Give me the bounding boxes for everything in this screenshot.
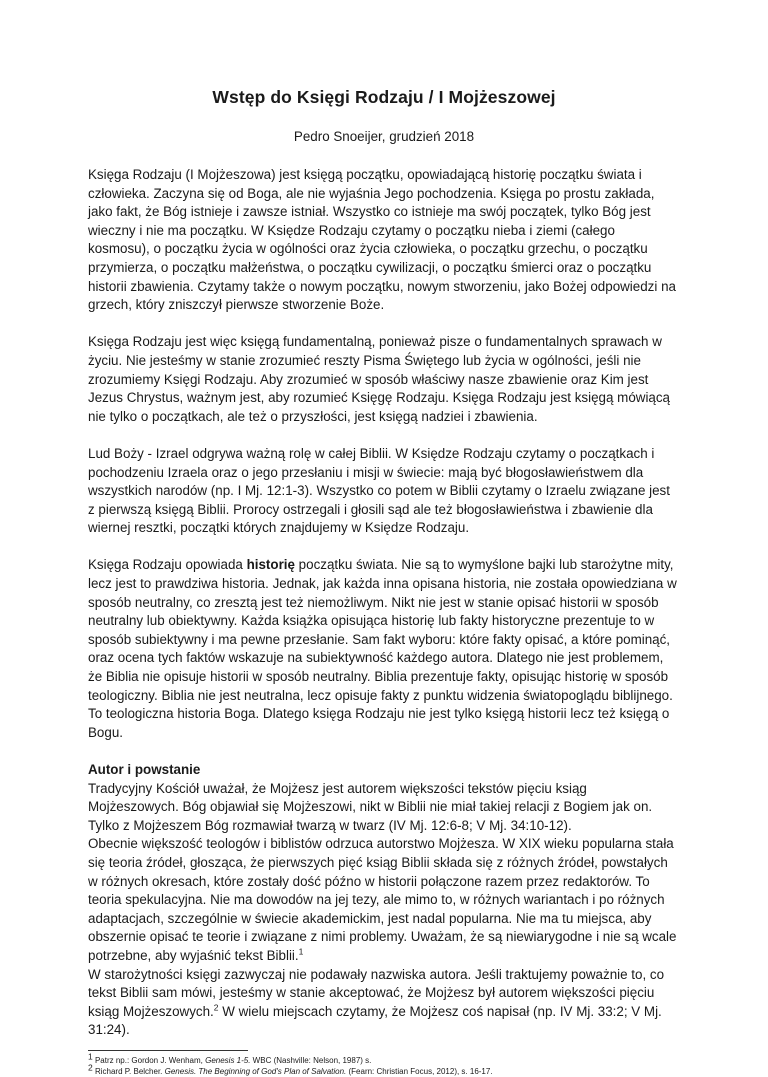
paragraph-intro: Księga Rodzaju (I Mojżeszowa) jest księgą początku, opowiadającą historię początku świata i człowieka. Zaczyna się od Boga, ale nie wyjaśnia Jego pochodzenia. Księga po prostu zakłada, jako fakt, że Bóg istnieje i zawsze istniał. Wszystko co istnieje ma swój początek, tylko Bóg jest wieczny i nie ma początku. W Księdze Rodzaju czytamy o początku nieba i ziemi (całego kosmosu), o początku życia w ogólności oraz życia człowieka, o początku grzechu, o początku przymierza, o początku małżeństwa, o początku cywilizacji, o początku śmierci oraz o początku historii zbawienia. Czytamy także o nowym początku, nowym stworzeniu, jako Bożej odpowiedzi na grzech, który zniszczył pierwsze stworzenie Boże. (88, 167, 676, 313)
text-run: WBC (Nashville: Nelson, 1987) s. (250, 1055, 372, 1065)
footnote-2 (88, 1062, 680, 1077)
footnote-title: Genesis 1-5. (205, 1055, 251, 1065)
paragraph-tradition: Tradycyjny Kościół uważał, że Mojżesz jest autorem większości tekstów pięciu ksiąg Mojżeszowych. Bóg objawiał się Mojżeszowi, nikt w Biblii nie miał takiej relacji z Bogiem jak on. Tylko z Mojżeszem Bóg rozmawiał twarzą w twarz (IV Mj. 12:6-8; V Mj. 34:10-12). (88, 780, 653, 833)
text-run: Obecnie większość teologów i biblistów odrzuca autorstwo Mojżesza. W XIX wieku popularna stała się teoria źródeł, głosząca, że pierwszych pięć ksiąg Biblii składa się z różnych źródeł, powstałych w różnych okresach, które zostały dość późno w historii połączone razem przez redaktorów. To teoria spekulacyjna. Nie ma dowodów na jej tezy, ale mimo to, w różnych wariantach i po różnych adaptacjach, szczególnie w świecie akademickim, jest nadal popularna. Nie ma tu miejsca, aby obszernie opisać te teorie i związane z nimi problemy. Uważam, że są niewiarygodne i nie są wcale potrzebne, aby wyjaśnić tekst Biblii. (88, 836, 677, 963)
paragraph-source-theory (88, 835, 680, 965)
footnote-ref-1[interactable]: 1 (298, 946, 304, 957)
paragraph-history (88, 556, 680, 742)
bold-word-history: historię (246, 557, 295, 573)
paragraph-antiquity (88, 966, 680, 1040)
footnote-divider (88, 1050, 248, 1051)
text-run: W starożytności księgi zazwyczaj nie podawały nazwiska autora. Jeśli traktujemy poważnie to, co tekst Biblii sam mówi, jesteśmy w stanie akceptować, że Mojżesz był autorem większości pięciu ksiąg Mojżeszowych. (88, 966, 665, 1019)
footnote-1 (88, 1051, 680, 1066)
text-run: Richard P. Belcher. (92, 1066, 165, 1076)
text-run: początku świata. Nie są to wymyślone bajki lub starożytne mity, lecz jest to prawdziwa historia. Jednak, jak każda inna opisana historia, nie została opowiedziana w sposób neutralny, co zresztą jest też niemożliwym. Nikt nie jest w stanie opisać historii w sposób neutralny lub obiektywny. Każda książka opisująca historię lub fakty historyczne prezentuje to w sposób subiektywny i ma pewne przesłanie. Sam fakt wyboru: które fakty opisać, a które pominąć, oraz ocena tych faktów wskazuje na subiektywność każdego autora. Dlatego nie jest problemem, że Biblia nie opisuje historii w sposób neutralny. Biblia prezentuje fakty, opisując historię w sposób teologiczny. Biblia nie jest neutralna, lecz opisuje fakty z punktu widzenia światopoglądu biblijnego. To teologiczna historia Boga. Dlatego księga Rodzaju nie jest tylko księgą historii lecz też księgą o Bogu. (88, 557, 677, 740)
footnote-number: 2 (88, 1062, 93, 1073)
text-run: Patrz np.: Gordon J. Wenham, (92, 1055, 206, 1065)
paragraph-israel: Lud Boży - Izrael odgrywa ważną rolę w całej Biblii. W Księdze Rodzaju czytamy o początkach i pochodzeniu Izraela oraz o jego przesłaniu i misji w świecie: mają być błogosławieństwem dla wszystkich narodów (np. I Mj. 12:1-3). Wszystko co potem w Biblii czytamy o Izraelu związane jest z pierwszą księgą Biblii. Prorocy ostrzegali i głosili sąd ale też błogosławieństwa i zbawienie dla wiernej resztki, początki których znajdujemy w Księdze Rodzaju. (88, 445, 670, 536)
text-run: (Fearn: Christian Focus, 2012), s. 16-17. (346, 1066, 493, 1076)
footnote-ref-2[interactable]: 2 (213, 1002, 219, 1013)
document-title: Wstęp do Księgi Rodzaju / I Mojżeszowej (212, 87, 556, 107)
text-run: Księga Rodzaju opowiada (88, 557, 247, 573)
footnote-title: Genesis. The Beginning of God's Plan of Salvation. (164, 1066, 347, 1076)
footnote-number: 1 (88, 1051, 93, 1062)
paragraph-fundamental: Księga Rodzaju jest więc księgą fundamentalną, ponieważ pisze o fundamentalnych sprawach w życiu. Nie jesteśmy w stanie zrozumieć reszty Pisma Świętego lub życia w ogólności, jeśli nie zrozumiemy Księgi Rodzaju. Aby zrozumieć w sposób właściwy nasze zbawienie oraz Kim jest Jezus Chrystus, ważnym jest, aby rozumieć Księgę Rodzaju. Księga Rodzaju jest księgą mówiącą nie tylko o początkach, ale też o przyszłości, jest księgą nadziei i zbawienia. (88, 334, 671, 424)
text-run: W wielu miejscach czytamy, że Mojżesz coś napisał (np. IV Mj. 33:2; V Mj. 31:24). (88, 1003, 662, 1038)
author-line: Pedro Snoeijer, grudzień 2018 (293, 129, 475, 144)
section-heading: Autor i powstanie (88, 762, 201, 777)
